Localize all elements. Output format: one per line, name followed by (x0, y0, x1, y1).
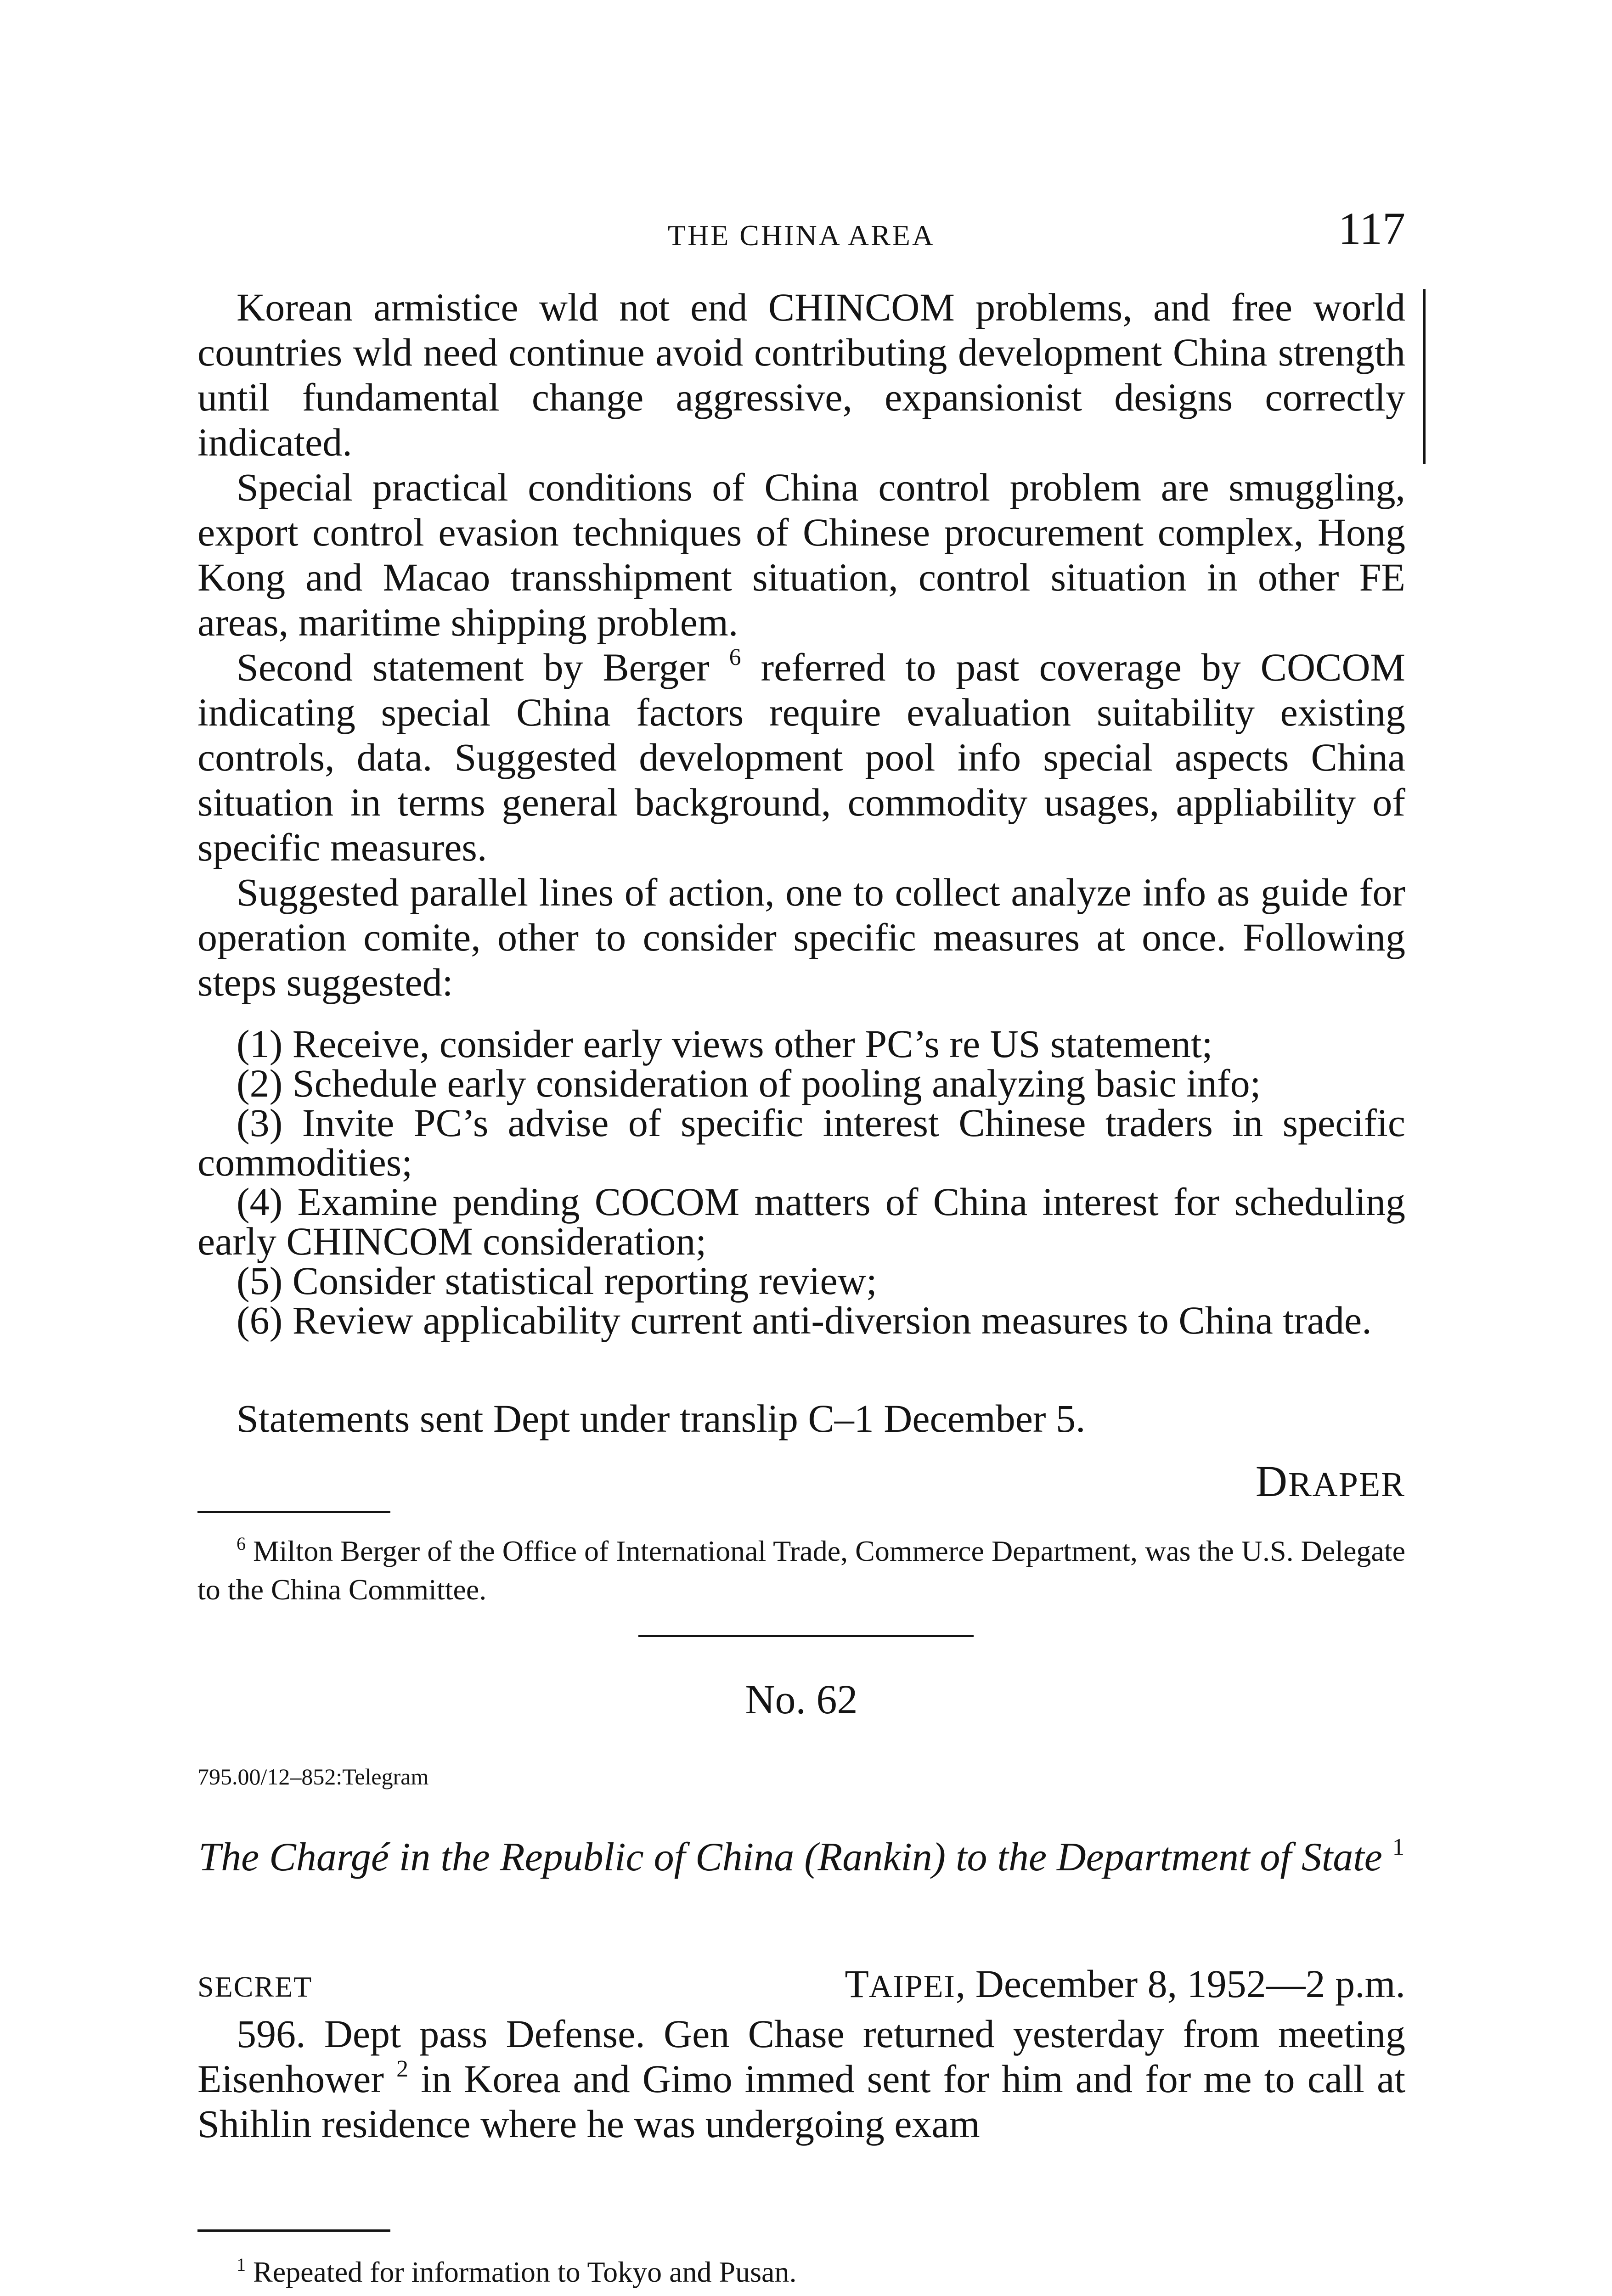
signature-rest: RAPER (1288, 1465, 1405, 1504)
footnote-text: Milton Berger of the Office of International Trade, Commerce Department, was the U.S. Delegate to the China Committee. (197, 1535, 1406, 1606)
list-item: (6) Review applicability current anti-diversion measures to China trade. (237, 1298, 1372, 1342)
footnote-marker: 6 (237, 1533, 246, 1554)
footnote-marker: 1 (1392, 1834, 1404, 1860)
running-title: THE CHINA AREA (667, 219, 936, 252)
paragraph: Special practical conditions of China control problem are smuggling, export control evasion techniques of Chinese procurement complex, Hong Kong and Macao transshipment situation, control situation in other FE areas, maritime shipping problem. (197, 465, 1405, 644)
telegram-body (197, 2011, 1405, 2146)
footnote-1 (197, 2245, 1405, 2291)
footnote-marker: 2 (396, 2056, 409, 2082)
signature-initial: D (1255, 1457, 1289, 1506)
footnote-rule (197, 1511, 390, 1513)
paragraph-text: 596. Dept pass Defense. Gen Chase returned yesterday from meeting Eisenhower (197, 2012, 1405, 2101)
closing-line: Statements sent Dept under translip C–1 December 5. (237, 1396, 1086, 1441)
paragraph-text: Second statement by Berger (237, 645, 710, 689)
dateline-date: , December 8, 1952—2 p.m. (955, 1962, 1405, 2006)
page-number: 117 (1338, 203, 1405, 254)
file-reference: 795.00/12–852:Telegram (197, 1764, 429, 1790)
signature (1256, 1456, 1405, 1507)
list-item: (5) Consider statistical reporting review; (237, 1259, 877, 1303)
running-head (197, 202, 1405, 266)
document-title-text: The Chargé in the Republic of China (Rankin) to the Department of State (198, 1835, 1382, 1880)
footnote-rule (197, 2229, 390, 2232)
list-item: (3) Invite PC’s advise of specific interest Chinese traders in specific commodities; (197, 1101, 1405, 1184)
paragraph: Suggested parallel lines of action, one to collect analyze info as guide for operation comite, other to consider specific measures at once. Following steps suggested: (197, 870, 1405, 1004)
dateline (845, 1961, 1405, 2007)
document-number: No. 62 (745, 1677, 858, 1722)
footnote-marker: 6 (729, 644, 741, 670)
paragraph (197, 2011, 1405, 2146)
list-item: (2) Schedule early consideration of pooling analyzing basic info; (237, 1061, 1261, 1105)
section-separator (638, 1635, 974, 1637)
dateline-place-rest: AIPEI (868, 1969, 956, 2004)
paragraph-text: referred to past coverage by COCOM indicating special China factors require evaluation suitability existing controls, data. Suggested development pool info special aspects China situation in terms general background, commodity usages, appliability of specific measures. (197, 645, 1406, 869)
footnote-6 (197, 1525, 1405, 1609)
list-item: (4) Examine pending COCOM matters of China interest for scheduling early CHINCOM consideration; (197, 1180, 1405, 1263)
classification: SECRET (197, 1970, 313, 2003)
steps-list (197, 1024, 1405, 1340)
footnote-text: Repeated for information to Tokyo and Pusan. (253, 2256, 797, 2288)
document-title (197, 1823, 1405, 1882)
page-footnotes (197, 2245, 1405, 2296)
paragraph: Korean armistice wld not end CHINCOM problems, and free world countries wld need continue avoid contributing development China strength until fundamental change aggressive, expansionist designs correctly indicated. (197, 285, 1405, 464)
footnote-2 (197, 2291, 1405, 2296)
paragraph (197, 645, 1405, 870)
paragraph-text: in Korea and Gimo immed sent for him and for me to call at Shihlin residence where he was undergoing exam (197, 2057, 1406, 2146)
margin-revision-bar (1423, 289, 1426, 464)
continuation-text (197, 285, 1405, 1005)
list-item: (1) Receive, consider early views other PC’s re US statement; (237, 1022, 1213, 1066)
dateline-place-initial: T (845, 1962, 869, 2006)
footnote-marker: 1 (237, 2254, 246, 2275)
